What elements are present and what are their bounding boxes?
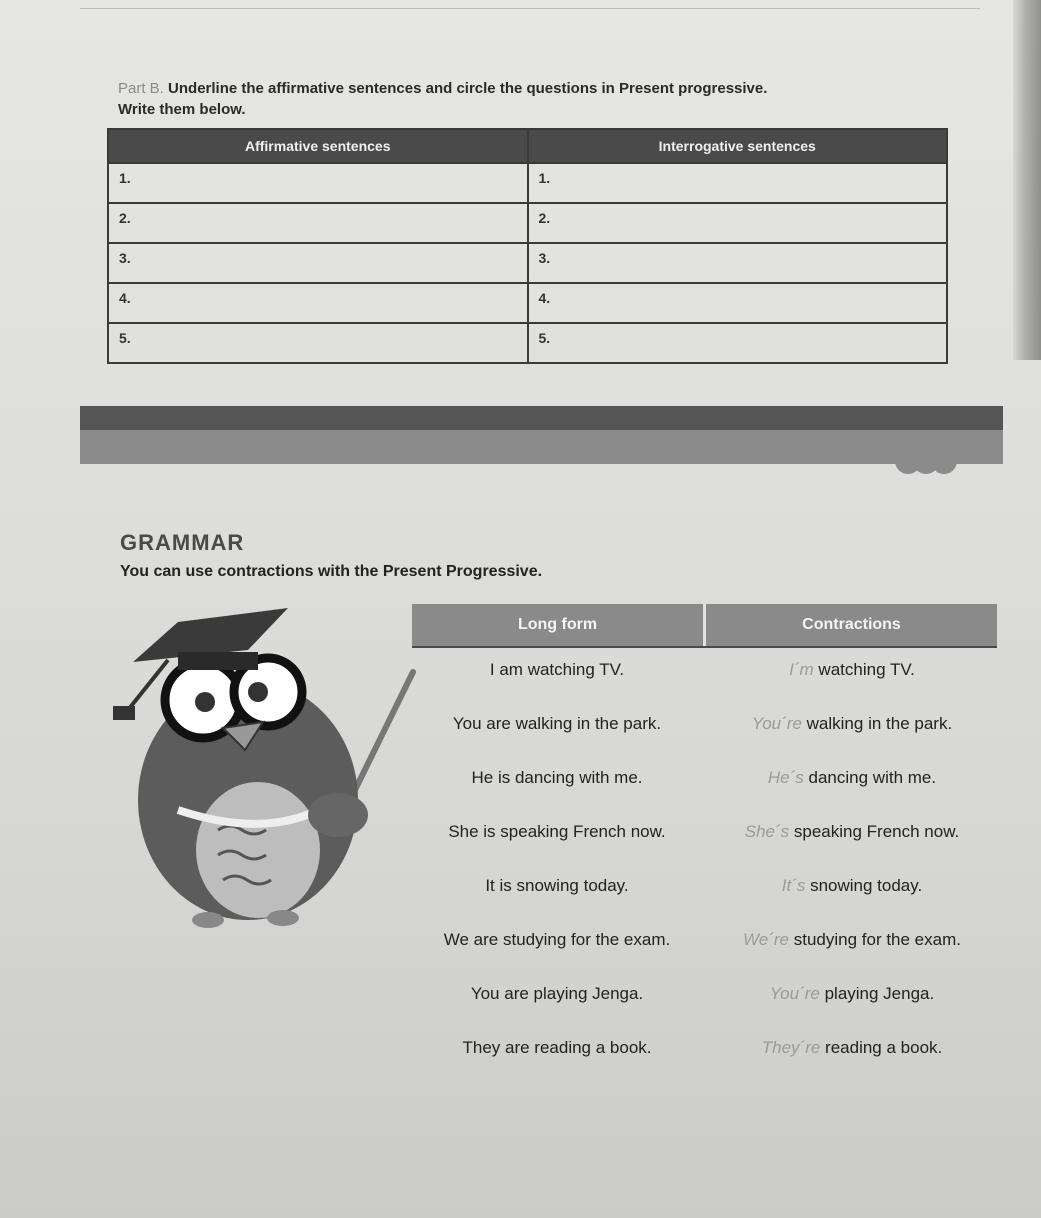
long-form: It is snowing today. bbox=[485, 876, 629, 895]
banner-dark bbox=[80, 406, 1003, 430]
long-form: He is dancing with me. bbox=[471, 768, 643, 787]
contraction: They´re reading a book. bbox=[761, 1038, 943, 1057]
contraction-row bbox=[412, 1038, 1002, 1092]
interrogative-cell[interactable]: 3. bbox=[528, 243, 948, 283]
contraction-row bbox=[412, 660, 1002, 714]
answer-row bbox=[108, 243, 947, 283]
owl-teacher-illustration bbox=[108, 600, 418, 940]
contraction-row bbox=[412, 822, 1002, 876]
answer-row bbox=[108, 283, 947, 323]
instructions bbox=[118, 78, 978, 120]
grammar-title: GRAMMAR bbox=[120, 530, 245, 555]
part-label: Part B. bbox=[118, 80, 164, 97]
answer-header-interrogative: Interrogative sentences bbox=[528, 129, 948, 163]
answer-row bbox=[108, 203, 947, 243]
long-form: You are walking in the park. bbox=[452, 714, 662, 733]
answer-header-affirmative: Affirmative sentences bbox=[108, 129, 528, 163]
contraction: She´s speaking French now. bbox=[744, 822, 960, 841]
long-form: I am watching TV. bbox=[489, 660, 625, 679]
contractions-list bbox=[412, 660, 1002, 1092]
answer-row bbox=[108, 163, 947, 203]
instruction-write: Write them below. bbox=[118, 101, 246, 118]
contraction-row bbox=[412, 714, 1002, 768]
contraction: We´re studying for the exam. bbox=[743, 930, 961, 949]
banner-dots bbox=[895, 448, 949, 479]
long-form: We are studying for the exam. bbox=[443, 930, 671, 949]
affirmative-cell[interactable]: 3. bbox=[108, 243, 528, 283]
top-rule bbox=[80, 8, 980, 9]
contraction: You´re playing Jenga. bbox=[769, 984, 935, 1003]
contraction: I´m watching TV. bbox=[789, 660, 915, 679]
contraction-row bbox=[412, 876, 1002, 930]
contraction-row bbox=[412, 930, 1002, 984]
interrogative-cell[interactable]: 2. bbox=[528, 203, 948, 243]
banner-light bbox=[80, 430, 1003, 464]
contraction-row bbox=[412, 984, 1002, 1038]
grammar-subtitle: You can use contractions with the Present Progressive. bbox=[120, 563, 543, 580]
contraction: You´re walking in the park. bbox=[751, 714, 953, 733]
affirmative-cell[interactable]: 5. bbox=[108, 323, 528, 363]
instruction-text: Underline the affirmative sentences and circle the questions in Present progressive. bbox=[168, 80, 768, 97]
answer-row bbox=[108, 323, 947, 363]
long-form: They are reading a book. bbox=[462, 1038, 652, 1057]
interrogative-cell[interactable]: 5. bbox=[528, 323, 948, 363]
long-form: She is speaking French now. bbox=[448, 822, 666, 841]
header-contractions: Contractions bbox=[706, 604, 997, 646]
interrogative-cell[interactable]: 4. bbox=[528, 283, 948, 323]
contraction: He´s dancing with me. bbox=[767, 768, 937, 787]
interrogative-cell[interactable]: 1. bbox=[528, 163, 948, 203]
affirmative-cell[interactable]: 1. bbox=[108, 163, 528, 203]
affirmative-cell[interactable]: 2. bbox=[108, 203, 528, 243]
header-long-form: Long form bbox=[412, 604, 706, 646]
contractions-header bbox=[412, 604, 997, 648]
affirmative-cell[interactable]: 4. bbox=[108, 283, 528, 323]
long-form: You are playing Jenga. bbox=[470, 984, 644, 1003]
contraction: It´s snowing today. bbox=[781, 876, 923, 895]
contraction-row bbox=[412, 768, 1002, 822]
page-edge-shadow bbox=[1013, 0, 1041, 360]
answer-table bbox=[107, 128, 948, 364]
